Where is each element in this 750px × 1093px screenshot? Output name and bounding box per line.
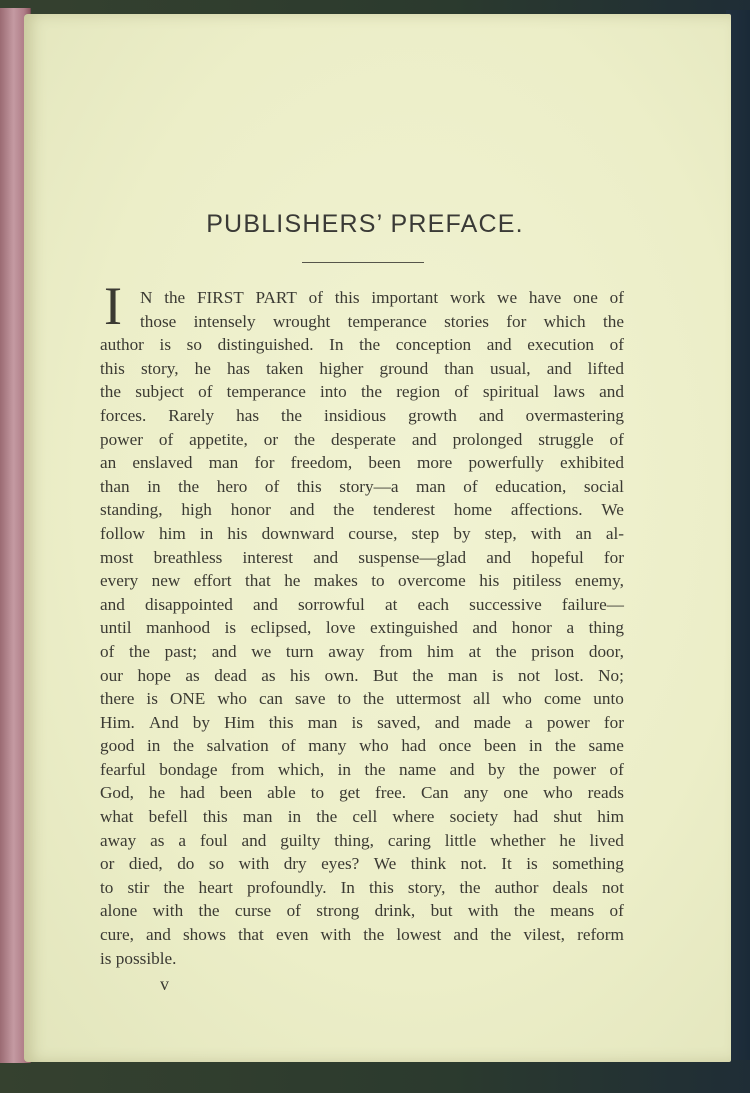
- text-line: author is so distinguished. In the conception and execution of: [100, 335, 624, 355]
- text-line: than in the hero of this story—a man of education, social: [100, 476, 624, 496]
- text-line: most breathless interest and suspense—glad and hopeful for: [100, 547, 624, 567]
- text-line: power of appetite, or the desperate and prolonged struggle of: [100, 429, 624, 449]
- text-line: there is ONE who can save to the uttermost all who come unto: [100, 689, 624, 709]
- title-rule: [302, 262, 424, 263]
- text-line: those intensely wrought temperance stories for which the: [140, 311, 624, 331]
- text-line: of the past; and we turn away from him at the prison door,: [100, 641, 624, 661]
- text-line: Him. And by Him this man is saved, and made a power for: [100, 712, 624, 732]
- text-line: fearful bondage from which, in the name and by the power of: [100, 759, 624, 779]
- page-title: PUBLISHERS’ PREFACE.: [206, 210, 524, 238]
- text-line: this story, he has taken higher ground than usual, and lifted: [100, 358, 624, 378]
- text-line: and disappointed and sorrowful at each successive failure—: [100, 594, 624, 614]
- text-line: alone with the curse of strong drink, but with the means of: [100, 901, 624, 921]
- page-number: v: [160, 974, 169, 994]
- preface-body: [100, 286, 624, 970]
- text-line: away as a foul and guilty thing, caring little whether he lived: [100, 830, 624, 850]
- text-line: the subject of temperance into the region of spiritual laws and: [100, 382, 624, 402]
- text-line: until manhood is eclipsed, love extinguished and honor a thing: [100, 618, 624, 638]
- text-line: or died, do so with dry eyes? We think not. It is something: [100, 854, 624, 874]
- text-line: standing, high honor and the tenderest home affections. We: [100, 500, 624, 520]
- text-line: cure, and shows that even with the lowest and the vilest, reform: [100, 925, 624, 945]
- text-line: is possible.: [100, 948, 177, 968]
- text-line: follow him in his downward course, step by step, with an al-: [100, 523, 624, 543]
- text-line: what befell this man in the cell where society had shut him: [100, 807, 624, 827]
- drop-cap: I: [104, 276, 122, 336]
- text-line: every new effort that he makes to overcome his pitiless enemy,: [100, 571, 624, 591]
- text-line: an enslaved man for freedom, been more powerfully exhibited: [100, 453, 624, 473]
- text-line: N the FIRST PART of this important work we have one of: [140, 288, 624, 307]
- text-line: God, he had been able to get free. Can any one who reads: [100, 783, 624, 803]
- text-line: to stir the heart profoundly. In this story, the author deals not: [100, 877, 624, 897]
- text-line: our hope as dead as his own. But the man is not lost. No;: [100, 665, 624, 685]
- text-line: good in the salvation of many who had once been in the same: [100, 736, 624, 756]
- text-line: forces. Rarely has the insidious growth and overmastering: [100, 405, 624, 425]
